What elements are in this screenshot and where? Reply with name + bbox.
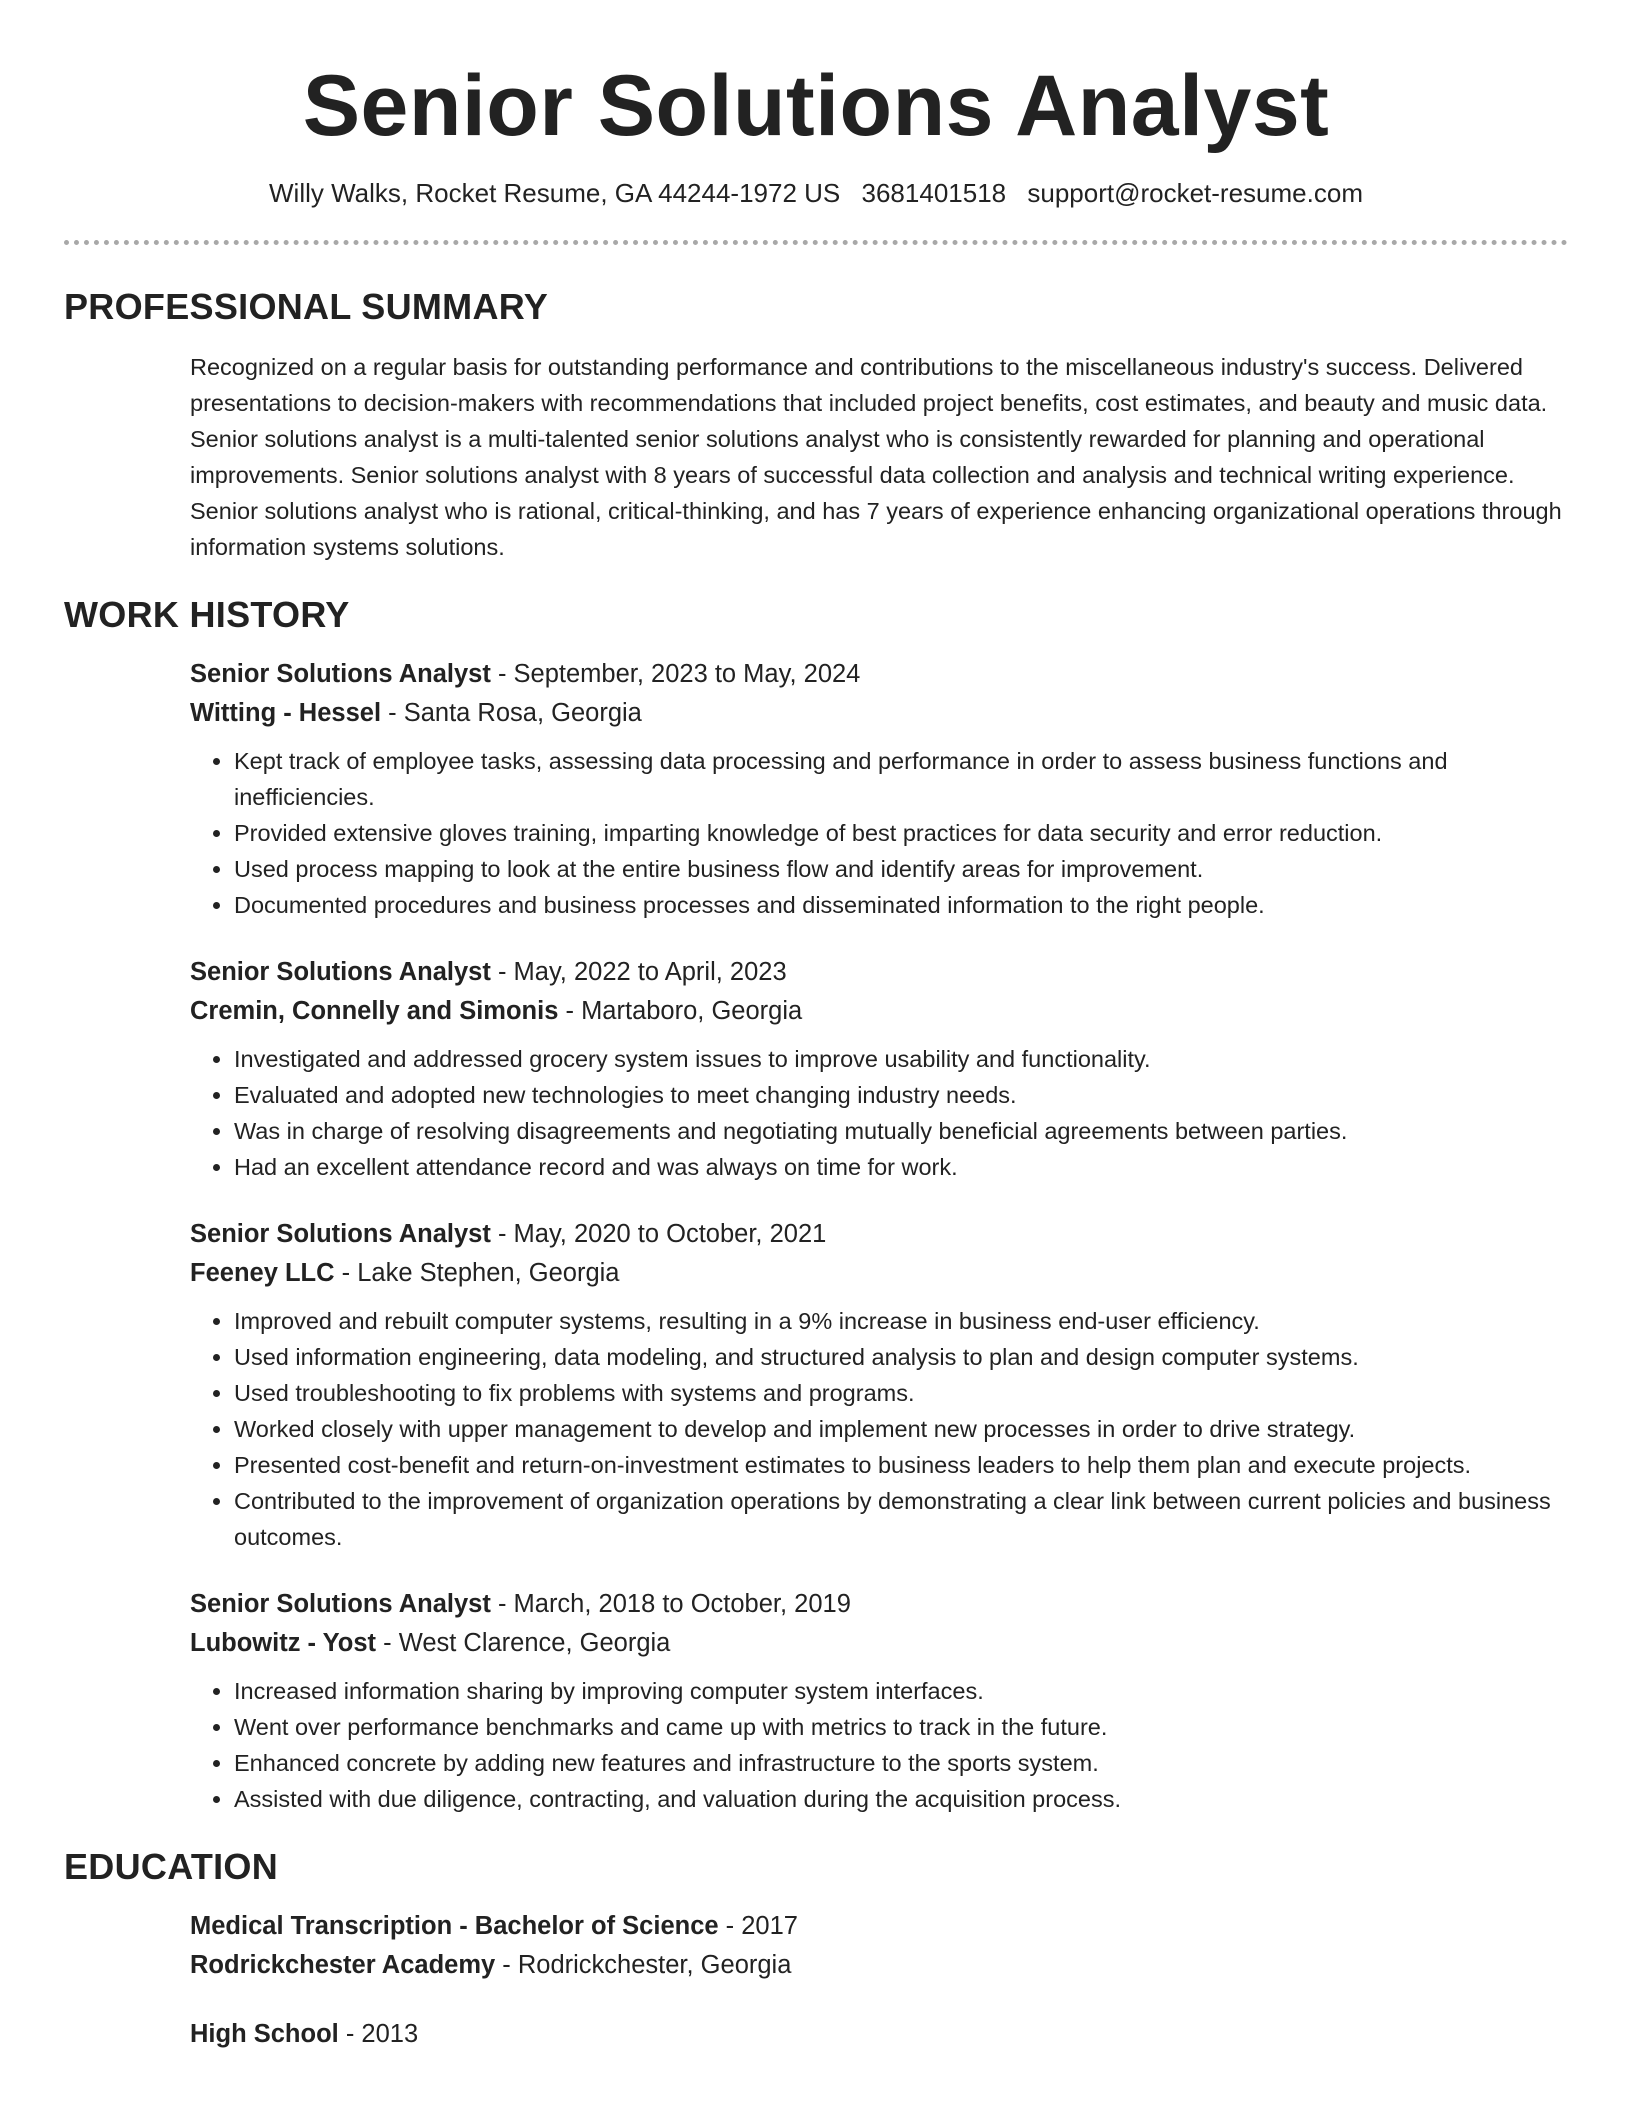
bullet-item: • Kept track of employee tasks, assessing data processing and performance in order to assess business functions and inefficiencies. [234,743,1568,815]
contact-line [64,176,1568,210]
job-location: - Martaboro, Georgia [558,997,803,1025]
bullet-item: • Assisted with due diligence, contracting, and valuation during the acquisition process. [234,1781,1568,1817]
summary-heading: PROFESSIONAL SUMMARY [64,286,549,327]
summary-section [64,349,1568,565]
job-location: - Lake Stephen, Georgia [334,1259,620,1287]
job-entry [64,1585,1568,1817]
job-title-line [190,1215,1568,1254]
job-entry [64,1215,1568,1555]
bullet-item: • Went over performance benchmarks and came up with metrics to track in the future. [234,1709,1568,1745]
bullet-item: • Investigated and addressed grocery system issues to improve usability and functionality. [234,1041,1568,1077]
job-title: Senior Solutions Analyst [190,1590,491,1618]
job-company: Witting - Hessel [190,699,382,727]
degree-year: - 2013 [338,2020,419,2048]
job-company: Lubowitz - Yost [190,1629,377,1657]
job-dates: - September, 2023 to May, 2024 [490,660,861,688]
bullet-item: • Evaluated and adopted new technologies to meet changing industry needs. [234,1077,1568,1113]
degree-name: High School [190,2020,339,2048]
bullet-item: • Contributed to the improvement of organization operations by demonstrating a clear link between current policies and business outcomes. [234,1483,1568,1555]
job-bullets [190,1673,1568,1817]
degree-line [190,2015,1568,2054]
work-history-heading: WORK HISTORY [64,594,350,635]
bullet-item: • Worked closely with upper management to develop and implement new processes in order to drive strategy. [234,1411,1568,1447]
bullet-item: • Had an excellent attendance record and was always on time for work. [234,1149,1568,1185]
job-dates: - May, 2020 to October, 2021 [490,1220,827,1248]
job-bullets [190,743,1568,923]
bullet-item: • Increased information sharing by improving computer system interfaces. [234,1673,1568,1709]
education-entry [64,2015,1568,2054]
education-entry [64,1907,1568,1985]
header-divider [64,240,1568,245]
job-entry [64,655,1568,923]
school-name: Rodrickchester Academy [190,1951,496,1979]
contact-email: support@rocket-resume.com [1027,178,1363,208]
bullet-item: • Used troubleshooting to fix problems with systems and programs. [234,1375,1568,1411]
job-bullets [190,1303,1568,1555]
bullet-item: • Was in charge of resolving disagreements and negotiating mutually beneficial agreements between parties. [234,1113,1568,1149]
job-company-line [190,1624,1568,1663]
degree-year: - 2017 [718,1912,798,1940]
bullet-item: • Documented procedures and business processes and disseminated information to the right people. [234,887,1568,923]
job-title-line [190,655,1568,694]
contact-address: Willy Walks, Rocket Resume, GA 44244-1972 US [269,178,841,208]
bullet-item: • Enhanced concrete by adding new features and infrastructure to the sports system. [234,1745,1568,1781]
job-company-line [190,1254,1568,1293]
job-title: Senior Solutions Analyst [190,1220,491,1248]
bullet-item: • Presented cost-benefit and return-on-investment estimates to business leaders to help them plan and execute projects. [234,1447,1568,1483]
job-dates: - May, 2022 to April, 2023 [490,958,787,986]
job-dates: - March, 2018 to October, 2019 [490,1590,851,1618]
job-title: Senior Solutions Analyst [190,660,491,688]
bullet-item: • Used process mapping to look at the entire business flow and identify areas for improvement. [234,851,1568,887]
job-company-line [190,992,1568,1031]
bullet-item: • Provided extensive gloves training, imparting knowledge of best practices for data security and error reduction. [234,815,1568,851]
school-location: - Rodrickchester, Georgia [495,1951,792,1979]
job-title-line [190,953,1568,992]
job-location: - West Clarence, Georgia [376,1629,671,1657]
education-heading: EDUCATION [64,1846,279,1887]
bullet-item: • Improved and rebuilt computer systems, resulting in a 9% increase in business end-user efficiency. [234,1303,1568,1339]
job-company: Cremin, Connelly and Simonis [190,997,559,1025]
job-entry [64,953,1568,1185]
job-title-line [190,1585,1568,1624]
resume-title: Senior Solutions Analyst [302,58,1330,154]
job-bullets [190,1041,1568,1185]
summary-text: Recognized on a regular basis for outstanding performance and contributions to the miscellaneous industry's success. Delivered presentations to decision-makers with recommendations that included project benefits, cost estimates, and beauty and music data. Senior solutions analyst is a multi-talented senior solutions analyst who is consistently rewarded for planning and operational improvements. Senior solutions analyst with 8 years of successful data collection and analysis and technical writing experience. Senior solutions analyst who is rational, critical-thinking, and has 7 years of experience enhancing organizational operations through information systems solutions. [190,354,1562,560]
resume-page [64,0,1568,2054]
job-company-line [190,694,1568,733]
contact-phone: 3681401518 [861,178,1007,208]
degree-line [190,1907,1568,1946]
job-location: - Santa Rosa, Georgia [381,699,642,727]
job-title: Senior Solutions Analyst [190,958,491,986]
degree-name: Medical Transcription - Bachelor of Science [190,1912,719,1940]
job-company: Feeney LLC [190,1259,335,1287]
bullet-item: • Used information engineering, data modeling, and structured analysis to plan and design computer systems. [234,1339,1568,1375]
school-line [190,1946,1568,1985]
